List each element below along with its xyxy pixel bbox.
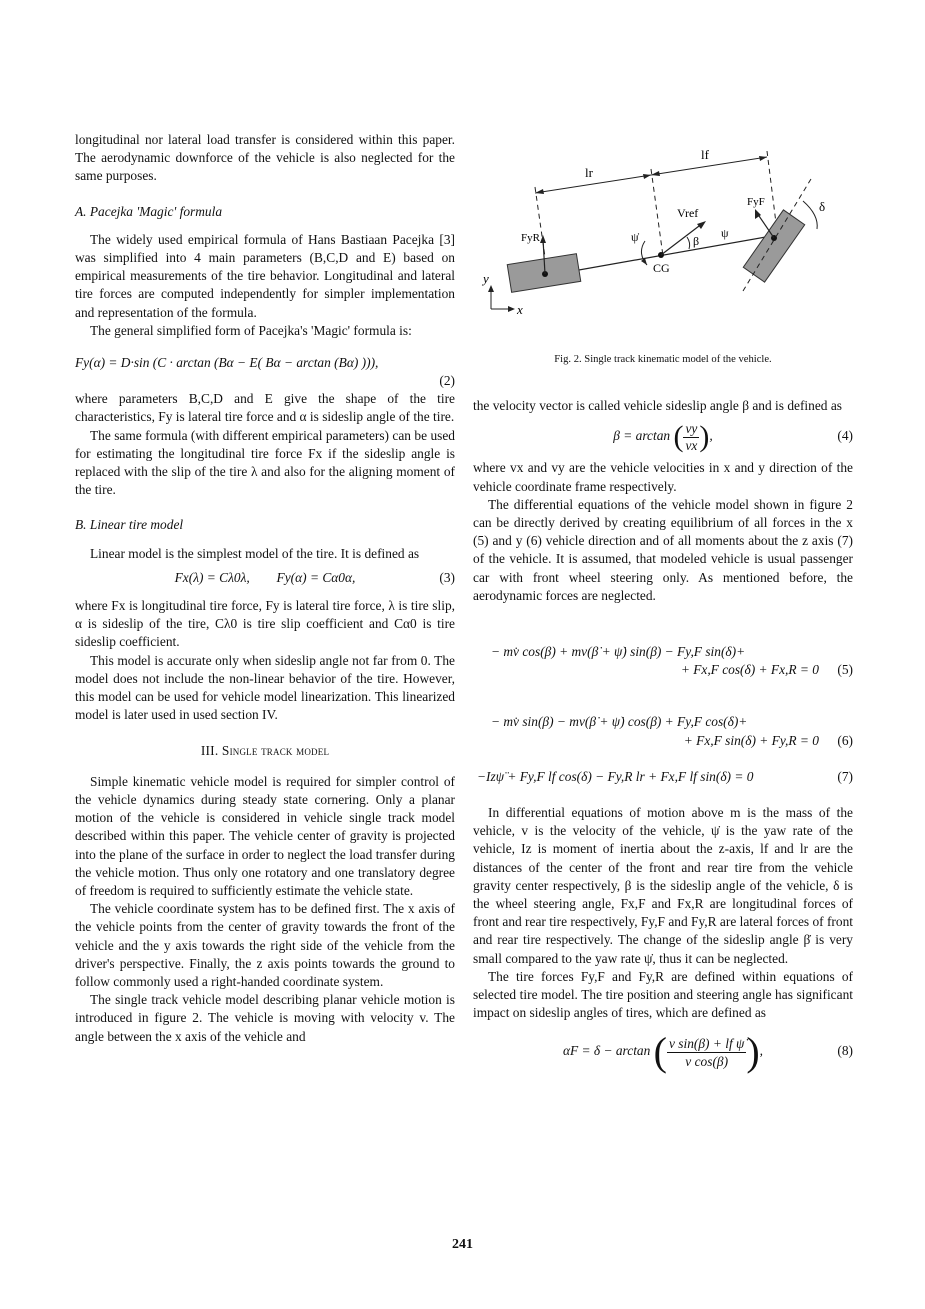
equation-2-number-row bbox=[75, 372, 455, 390]
equation-6-line-1 bbox=[473, 713, 853, 731]
arrowhead bbox=[697, 221, 706, 229]
numerator: v sin(β) + lf ψ̇ bbox=[669, 1035, 745, 1051]
paragraph: The tire forces Fy,F and Fy,R are defined within equations of selected tire model. The tire position and steering angle has significant impact on sideslip angles of tires, which are defined as bbox=[473, 968, 853, 1021]
equation-3-body: Fx(λ) = Cλ0λ, Fy(α) = Cα0α, bbox=[174, 569, 356, 585]
label-beta: β bbox=[693, 234, 700, 248]
equation-4-lhs: β = arctan bbox=[613, 428, 671, 444]
arrowhead bbox=[508, 306, 515, 312]
paragraph: where Fx is longitudinal tire force, Fy is lateral tire force, λ is tire slip, α is sideslip of the tire, Cλ0 is tire slip coefficient and Cα0 is tire sideslip coefficient. bbox=[75, 598, 455, 650]
paragraph: The vehicle coordinate system has to be defined first. The x axis of the vehicle points from the center of gravity towards the front of the vehicle and the y axis towards the right side of the vehicle from the driver's perspective. Finally, the z axis points towards the ground to follow commonly used a right-handed coordinate system. bbox=[75, 901, 455, 989]
arrowhead bbox=[540, 235, 546, 243]
arrowhead bbox=[488, 285, 494, 292]
equation-5a: − mv̇ cos(β) + mv(β̇ + ψ̇) sin(β) − Fy,F sin(δ)+ bbox=[491, 644, 746, 660]
numerator: vy bbox=[685, 420, 698, 436]
denominator: vx bbox=[685, 437, 698, 453]
paren: ) bbox=[746, 1029, 760, 1075]
label-y: y bbox=[483, 271, 489, 286]
figure-caption: Fig. 2. Single track kinematic model of the vehicle. bbox=[554, 354, 772, 365]
equation-number: (6) bbox=[837, 732, 853, 748]
equation-number: (2) bbox=[439, 373, 455, 389]
label-psi: ψ bbox=[721, 226, 729, 240]
paragraph: The general simplified form of Pacejka's 'Magic' formula is: bbox=[90, 322, 412, 338]
equation-number: (7) bbox=[837, 768, 853, 784]
front-dashed-line bbox=[767, 151, 777, 231]
equation-5-line-2 bbox=[473, 661, 853, 679]
label-cg: CG bbox=[653, 261, 670, 275]
equation-6b: + Fx,F sin(δ) + Fy,R = 0 bbox=[683, 732, 819, 748]
lr-dimension-line bbox=[535, 175, 651, 193]
paragraph: The single track vehicle model describing planar vehicle motion is introduced in figure 2. The vehicle is moving with velocity v. The angle between the x axis of the vehicle and bbox=[75, 992, 455, 1044]
equation-5b: + Fx,F cos(δ) + Fx,R = 0 bbox=[680, 662, 819, 678]
front-wheel bbox=[743, 210, 804, 282]
fraction bbox=[683, 421, 699, 454]
paragraph: the velocity vector is called vehicle sideslip angle β and is defined as bbox=[473, 398, 842, 414]
label-x: x bbox=[517, 302, 523, 317]
paragraph: The same formula (with different empirical parameters) can be used for estimating the longitudinal tire force Fx if the sideslip angle is replaced with the slip of the tire λ and also for the aligning moment of the tire. bbox=[75, 427, 455, 498]
equation-8 bbox=[473, 1028, 853, 1074]
section-heading-single-track: III. Single track model bbox=[200, 743, 330, 759]
paragraph: where parameters B,C,D and E give the shape of the tire characteristics, Fy is lateral tire force and α is sideslip angle of the tire. bbox=[75, 391, 455, 425]
equation-6-line-2 bbox=[473, 732, 853, 750]
paragraph: This model is accurate only when sideslip angle not far from 0. The model does not include the non-linear behavior of the tire. However, this model can be used for vehicle model linearization. This linearized model is later used in used section IV. bbox=[75, 652, 455, 723]
equation-4: β = arctan ( $\frac{vy}{vx}$ ), (4) bbox=[473, 417, 853, 455]
label-lr: lr bbox=[585, 165, 593, 180]
paragraph: where vx and vy are the vehicle velocities in x and y direction of the vehicle coordinate frame respectively. bbox=[473, 460, 853, 494]
equation-7-body: −Izψ̈ + Fy,F lf cos(δ) − Fy,R lr + Fx,F lf sin(δ) = 0 bbox=[477, 768, 754, 784]
right-column bbox=[473, 131, 853, 1074]
equation-number: (3) bbox=[439, 569, 455, 585]
equation-number: (5) bbox=[837, 662, 853, 678]
beta-arc bbox=[687, 237, 690, 249]
left-column bbox=[75, 131, 455, 1046]
label-vref: Vref bbox=[677, 206, 699, 220]
equation-8-lhs: αF = δ − arctan bbox=[562, 1043, 651, 1059]
paragraph: The differential equations of the vehicle model shown in figure 2 can be directly derived by creating equilibrium of all forces in the x (5) and y (6) vehicle direction and of all moments about the z axis (7) of the vehicle. It is assumed, that modeled vehicle is usual passenger car with front wheel steering only. As mentioned before, the aerodynamic forces are neglected. bbox=[473, 496, 853, 603]
paragraph: The widely used empirical formula of Hans Bastiaan Pacejka [3] was simplified into 4 main parameters (B,C,D and E) based on empirical measurements of the tire behavior. Longitudinal and lateral tire forces are computed independently for simpler implementation and representation of the formula. bbox=[75, 231, 455, 320]
label-delta: δ bbox=[819, 199, 826, 214]
equation-5-line-1 bbox=[473, 643, 853, 661]
label-fyf: FyF bbox=[747, 196, 765, 208]
section-heading-pacejka: A. Pacejka 'Magic' formula bbox=[75, 203, 223, 219]
equation-number: (8) bbox=[837, 1043, 853, 1059]
front-force-arrow bbox=[757, 213, 774, 238]
figure-2 bbox=[473, 131, 853, 345]
single-track-diagram bbox=[473, 131, 853, 345]
paren: ) bbox=[699, 420, 710, 454]
equation-7 bbox=[473, 768, 853, 786]
paren: ( bbox=[673, 420, 684, 454]
section-heading-linear: B. Linear tire model bbox=[75, 517, 184, 533]
page-number: 241 bbox=[452, 1237, 473, 1252]
lf-dimension-line bbox=[651, 157, 767, 175]
equation-number: (4) bbox=[837, 428, 853, 444]
equation-3 bbox=[75, 569, 455, 587]
equation-2-body: Fy(α) = D·sin (C · arctan (Bα − E( Bα − arctan (Bα) ))), bbox=[75, 355, 379, 371]
paragraph: In differential equations of motion above m is the mass of the vehicle, v is the velocity of the vehicle, ψ̇ is the yaw rate of the vehicle, Iz is moment of inertia about the z-axis, lf and lr are the distances of the center of the front and rear tire from the vehicle gravity center respectively, β is the sideslip angle of the vehicle, δ is the wheel steering angle, Fx,F and Fx,R are longitudinal forces of front and rear tire respectively, Fy,F and Fy,R are lateral forces of front and rear tire respectively. The change of the sideslip angle β̇ is very small compared to the yaw rate ψ̇, thus it can be neglected. bbox=[473, 805, 853, 966]
fraction bbox=[667, 1035, 746, 1070]
paragraph: longitudinal nor lateral load transfer is considered within this paper. The aerodynamic downforce of the vehicle is also neglected for the same purposes. bbox=[75, 132, 455, 184]
label-lf: lf bbox=[701, 147, 709, 162]
cg-dashed-line bbox=[651, 169, 663, 256]
paren: ( bbox=[653, 1029, 667, 1075]
label-psidot: ψ̇ bbox=[631, 230, 639, 244]
equation-6a: − mv̇ sin(β) − mv(β̇ + ψ̇) cos(β) + Fy,F cos(δ)+ bbox=[491, 714, 748, 730]
paragraph: Simple kinematic vehicle model is required for simpler control of the vehicle dynamics during steady state cornering. Only a planar motion of the vehicle is considered in vehicle single track model described within this paper. The vehicle center of gravity is projected into the plane of the surface in order to neglect the load transfer during the vehicle motion. Thus only one rotatory and one translatory degree of freedom is required to sufficiently estimate the vehicle state. bbox=[75, 773, 455, 898]
equation-8-tail: , bbox=[759, 1043, 764, 1059]
equation-2 bbox=[75, 354, 455, 372]
paragraph: Linear model is the simplest model of the tire. It is defined as bbox=[90, 545, 420, 561]
denominator: v cos(β) bbox=[685, 1053, 729, 1069]
label-fyr: FyR bbox=[521, 232, 540, 244]
